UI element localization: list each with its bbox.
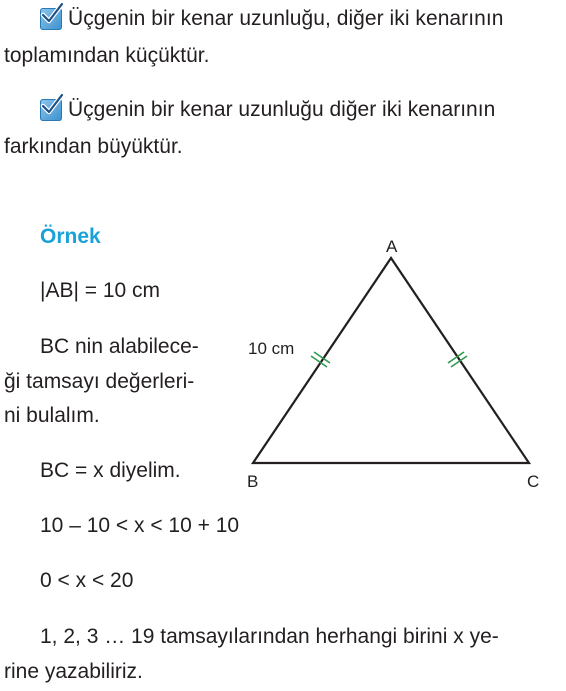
vertex-c-label: C bbox=[527, 472, 540, 491]
vertex-b-label: B bbox=[247, 472, 259, 491]
rule-2-line-2: farkından büyüktür. bbox=[4, 135, 183, 158]
example-conclusion-line-2: rine yazabiliriz. bbox=[4, 660, 143, 683]
example-inequality-1: 10 – 10 < x < 10 + 10 bbox=[40, 514, 240, 537]
example-question-line-2: ği tamsayı değerleri- bbox=[4, 370, 195, 393]
triangle-abc bbox=[253, 258, 529, 463]
example-question-line-1: BC nin alabilece- bbox=[40, 335, 199, 358]
example-given: |AB| = 10 cm bbox=[40, 279, 161, 302]
example-conclusion-line-1: 1, 2, 3 … 19 tamsayılarından herhangi birini x ye- bbox=[40, 625, 499, 648]
rule-1-line-1: Üçgenin bir kenar uzunluğu, diğer iki kenarının bbox=[68, 7, 504, 30]
example-let: BC = x diyelim. bbox=[40, 459, 181, 482]
vertex-a-label: A bbox=[386, 237, 398, 256]
example-heading: Örnek bbox=[40, 225, 101, 248]
rule-1-line-2: toplamından küçüktür. bbox=[4, 44, 210, 67]
rule-2-line-1: Üçgenin bir kenar uzunluğu diğer iki kenarının bbox=[68, 98, 496, 121]
example-inequality-2: 0 < x < 20 bbox=[40, 569, 134, 592]
example-question-line-3: ni bulalım. bbox=[4, 404, 100, 427]
side-ab-length-label: 10 cm bbox=[248, 339, 295, 358]
